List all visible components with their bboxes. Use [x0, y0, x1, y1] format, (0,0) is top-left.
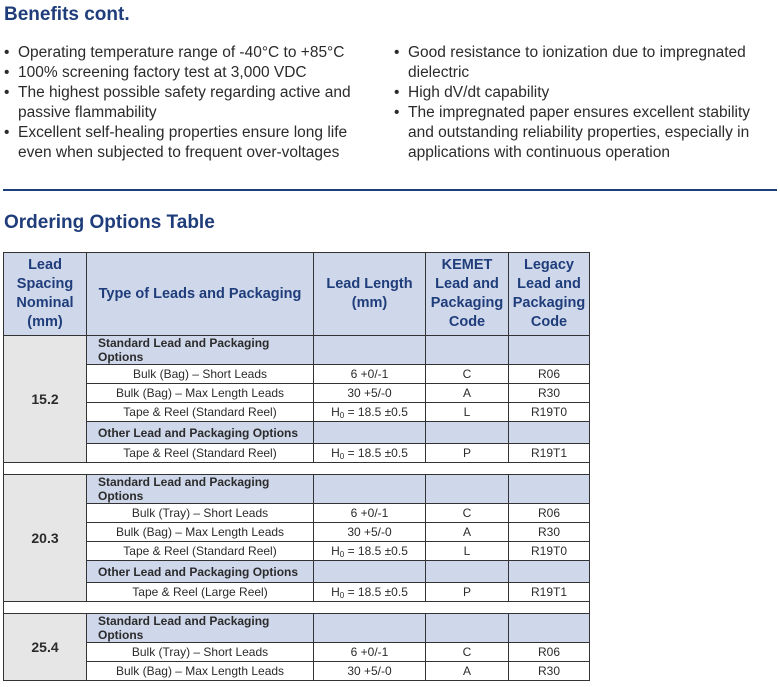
lead-type-cell: Bulk (Bag) – Max Length Leads — [87, 662, 314, 681]
group-gap-row — [4, 602, 590, 614]
empty-cell — [426, 561, 509, 583]
benefits-right-column — [393, 43, 780, 163]
benefit-item: • The impregnated paper ensures excellent stability and outstanding reliability properties, especially in applications with continuous operation — [393, 103, 780, 163]
empty-cell — [314, 336, 426, 365]
empty-cell — [314, 561, 426, 583]
table-body — [4, 336, 590, 681]
table-row — [4, 365, 590, 384]
benefit-item: • 100% screening factory test at 3,000 VDC — [3, 63, 378, 83]
table-row — [4, 542, 590, 561]
kemet-code-cell: C — [426, 643, 509, 662]
kemet-code-cell: C — [426, 504, 509, 523]
legacy-code-cell: R06 — [509, 643, 590, 662]
empty-cell — [426, 422, 509, 444]
section-header-row — [4, 336, 590, 365]
legacy-code-cell: R30 — [509, 523, 590, 542]
legacy-code-cell: R06 — [509, 504, 590, 523]
lead-type-cell: Bulk (Bag) – Max Length Leads — [87, 384, 314, 403]
kemet-code-cell: A — [426, 662, 509, 681]
section-header-label: Other Lead and Packaging Options — [87, 561, 314, 583]
empty-cell — [509, 422, 590, 444]
table-row — [4, 662, 590, 681]
benefits-left-column — [3, 43, 378, 163]
gap-cell — [4, 463, 590, 475]
section-title-benefits: Benefits cont. — [4, 4, 130, 25]
section-header-row — [4, 422, 590, 444]
section-header-row — [4, 614, 590, 643]
header-kemet-code: KEMET Lead and Packaging Code — [426, 253, 509, 336]
section-header-row — [4, 561, 590, 583]
ordering-options-table — [3, 252, 590, 681]
lead-length-cell: 30 +5/-0 — [314, 384, 426, 403]
header-lead-length: Lead Length (mm) — [314, 253, 426, 336]
table-row — [4, 384, 590, 403]
lead-length-cell: 6 +0/-1 — [314, 365, 426, 384]
section-header-label: Other Lead and Packaging Options — [87, 422, 314, 444]
legacy-code-cell: R30 — [509, 384, 590, 403]
kemet-code-cell: A — [426, 384, 509, 403]
legacy-code-cell: R19T1 — [509, 444, 590, 463]
lead-type-cell: Bulk (Bag) – Max Length Leads — [87, 523, 314, 542]
kemet-code-cell: L — [426, 542, 509, 561]
lead-length-cell: 30 +5/-0 — [314, 523, 426, 542]
table-row — [4, 504, 590, 523]
section-title-ordering: Ordering Options Table — [4, 212, 215, 233]
section-header-label: Standard Lead and Packaging Options — [87, 614, 314, 643]
header-lead-spacing: Lead Spacing Nominal (mm) — [4, 253, 87, 336]
empty-cell — [509, 336, 590, 365]
legacy-code-cell: R19T0 — [509, 403, 590, 422]
section-header-label: Standard Lead and Packaging Options — [87, 475, 314, 504]
kemet-code-cell: C — [426, 365, 509, 384]
legacy-code-cell: R19T1 — [509, 583, 590, 602]
lead-type-cell: Bulk (Tray) – Short Leads — [87, 504, 314, 523]
empty-cell — [314, 614, 426, 643]
section-header-row — [4, 475, 590, 504]
lead-type-cell: Tape & Reel (Standard Reel) — [87, 403, 314, 422]
lead-length-cell: 6 +0/-1 — [314, 643, 426, 662]
lead-length-cell: $H_0 = 18.5 \pm 0.5$ — [314, 583, 426, 602]
empty-cell — [314, 422, 426, 444]
benefit-item: • Operating temperature range of -40°C to +85°C — [3, 43, 378, 63]
kemet-code-cell: P — [426, 583, 509, 602]
kemet-code-cell: L — [426, 403, 509, 422]
lead-type-cell: Tape & Reel (Large Reel) — [87, 583, 314, 602]
empty-cell — [314, 475, 426, 504]
kemet-code-cell: A — [426, 523, 509, 542]
header-lead-type: Type of Leads and Packaging — [87, 253, 314, 336]
lead-length-cell: $H_0 = 18.5 \pm 0.5$ — [314, 542, 426, 561]
legacy-code-cell: R06 — [509, 365, 590, 384]
empty-cell — [426, 614, 509, 643]
table-row — [4, 523, 590, 542]
lead-length-cell: $H_0 = 18.5 \pm 0.5$ — [314, 444, 426, 463]
lead-length-cell: 30 +5/-0 — [314, 662, 426, 681]
table-row — [4, 583, 590, 602]
empty-cell — [509, 561, 590, 583]
lead-spacing-cell: 15.2 — [4, 336, 87, 463]
lead-length-cell: 6 +0/-1 — [314, 504, 426, 523]
lead-type-cell: Tape & Reel (Standard Reel) — [87, 542, 314, 561]
kemet-code-cell: P — [426, 444, 509, 463]
table-row — [4, 403, 590, 422]
section-divider — [3, 189, 777, 191]
table-row — [4, 444, 590, 463]
legacy-code-cell: R30 — [509, 662, 590, 681]
empty-cell — [509, 475, 590, 504]
group-gap-row — [4, 463, 590, 475]
lead-spacing-cell: 20.3 — [4, 475, 87, 602]
benefit-item: • Good resistance to ionization due to impregnated dielectric — [393, 43, 780, 83]
empty-cell — [509, 614, 590, 643]
header-legacy-code: Legacy Lead and Packaging Code — [509, 253, 590, 336]
benefit-item: • High dV/dt capability — [393, 83, 780, 103]
gap-cell — [4, 602, 590, 614]
lead-length-cell: $H_0 = 18.5 \pm 0.5$ — [314, 403, 426, 422]
empty-cell — [426, 336, 509, 365]
table-row — [4, 643, 590, 662]
section-header-label: Standard Lead and Packaging Options — [87, 336, 314, 365]
empty-cell — [426, 475, 509, 504]
benefit-item: • The highest possible safety regarding active and passive flammability — [3, 83, 378, 123]
lead-spacing-cell: 25.4 — [4, 614, 87, 681]
lead-type-cell: Bulk (Tray) – Short Leads — [87, 643, 314, 662]
lead-type-cell: Bulk (Bag) – Short Leads — [87, 365, 314, 384]
legacy-code-cell: R19T0 — [509, 542, 590, 561]
benefit-item: • Excellent self-healing properties ensure long life even when subjected to frequent over-voltages — [3, 123, 378, 163]
lead-type-cell: Tape & Reel (Standard Reel) — [87, 444, 314, 463]
